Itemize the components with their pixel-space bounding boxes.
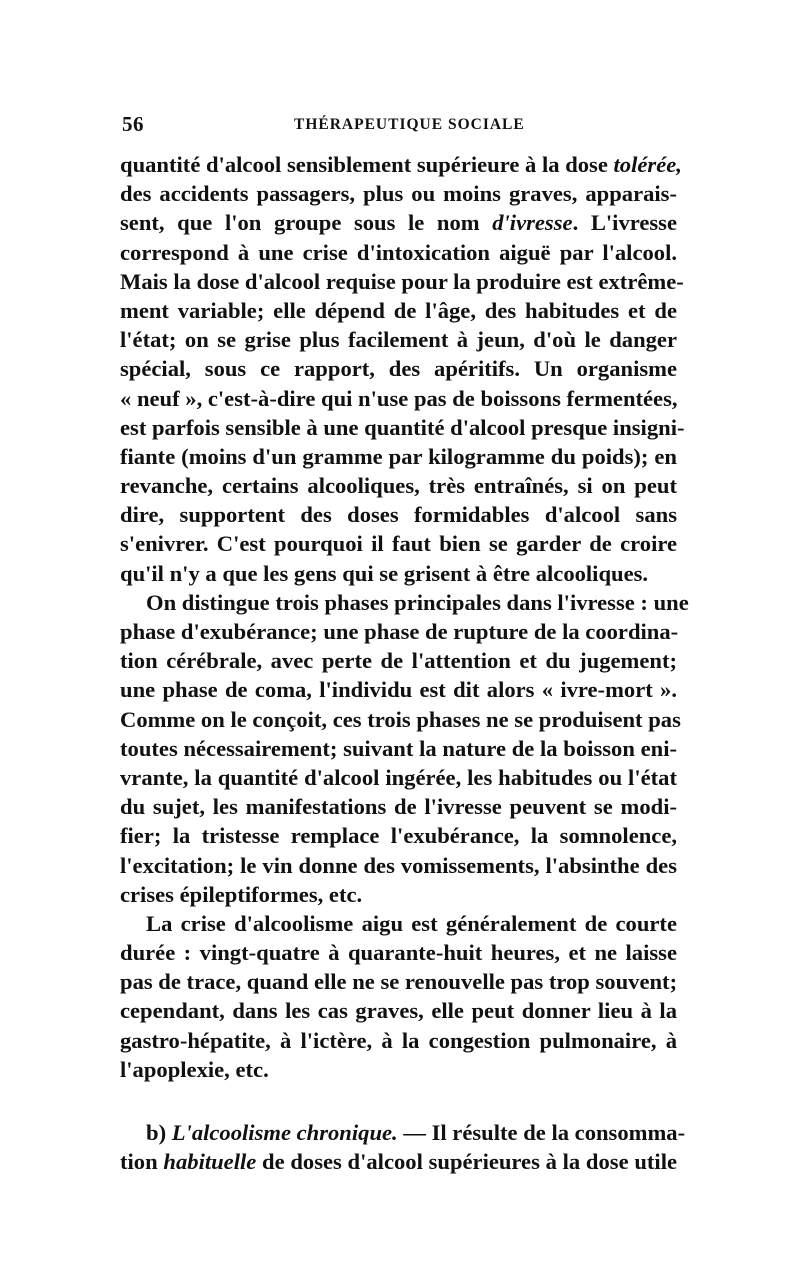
text-line: crises épileptiformes, etc.: [120, 881, 363, 907]
text-line: cependant, dans les cas graves, elle peut donner lieu à la: [120, 998, 677, 1024]
paragraph-2: [120, 588, 689, 909]
section-label: b): [146, 1120, 167, 1145]
text-fragment: de doses d'alcool supérieures à la dose utile: [262, 1149, 677, 1175]
text-fragment: tion: [120, 1149, 158, 1175]
text-line: du sujet, les manifestations de l'ivresse peuvent se modi-: [120, 794, 677, 820]
text-line: dire, supportent des doses formidables d'alcool sans: [120, 502, 677, 528]
text-line: l'apoplexie, etc.: [120, 1056, 269, 1082]
text-line: [120, 1147, 677, 1176]
text-line: spécial, sous ce rapport, des apéritifs. Un organisme: [120, 356, 677, 382]
text-line: quantité d'alcool sensiblement supérieure à la dose tolérée,: [120, 152, 682, 177]
paragraph-3: [120, 909, 677, 1084]
text-line: qu'il n'y a que les gens qui se grisent à être alcooliques.: [120, 560, 649, 586]
text-line: s'enivrer. C'est pourquoi il faut bien se garder de croire: [120, 531, 677, 557]
text-line: pas de trace, quand elle ne se renouvelle pas trop souvent;: [120, 969, 678, 995]
italic-term: tolérée,: [613, 152, 682, 177]
text-line: des accidents passagers, plus ou moins graves, apparais-: [120, 181, 677, 207]
text-line: revanche, certains alcooliques, très entraînés, si on peut: [120, 473, 677, 499]
text-line: est parfois sensible à une quantité d'alcool presque insigni-: [120, 414, 685, 440]
section-gap: [120, 1084, 677, 1118]
text-line: gastro-hépatite, à l'ictère, à la congestion pulmonaire, à: [120, 1027, 677, 1053]
section-b: [120, 1118, 686, 1176]
page-number: 56: [122, 112, 144, 136]
text-line: l'excitation; le vin donne des vomissements, l'absinthe des: [120, 852, 677, 878]
page-header: [122, 112, 678, 142]
text-line: La crise d'alcoolisme aigu est généralement de courte: [146, 910, 677, 936]
italic-term: habituelle: [163, 1149, 257, 1175]
section-title: L'alcoolisme chronique.: [171, 1120, 398, 1145]
text-line: correspond à une crise d'intoxication aiguë par l'alcool.: [120, 239, 677, 265]
section-b-heading-line: [120, 1118, 686, 1147]
text-line: tion cérébrale, avec perte de l'attention et du jugement;: [120, 648, 677, 674]
text-line: vrante, la quantité d'alcool ingérée, les habitudes ou l'état: [120, 764, 677, 790]
text-line: durée : vingt-quatre à quarante-huit heures, et ne laisse: [120, 940, 677, 966]
section-text: — Il résulte de la consomma-: [403, 1120, 686, 1145]
body-text: [120, 150, 689, 1176]
paragraph-1: [120, 150, 685, 588]
text-line: toutes nécessairement; suivant la nature de la boisson eni-: [120, 735, 677, 761]
text-line: On distingue trois phases principales dans l'ivresse : une: [146, 589, 689, 615]
text-line: une phase de coma, l'individu est dit alors « ivre-mort ».: [120, 677, 677, 703]
text-line: fier; la tristesse remplace l'exubérance, la somnolence,: [120, 823, 677, 849]
running-title: THÉRAPEUTIQUE SOCIALE: [294, 116, 525, 133]
text-line: Mais la dose d'alcool requise pour la produire est extrême-: [120, 268, 684, 294]
text-line: ment variable; elle dépend de l'âge, des habitudes et de: [120, 297, 677, 323]
text-line: phase d'exubérance; une phase de rupture de la coordina-: [120, 619, 679, 644]
text-line: « neuf », c'est-à-dire qui n'use pas de boissons fermentées,: [120, 385, 678, 411]
text-line: Comme on le conçoit, ces trois phases ne se produisent pas: [120, 706, 681, 732]
text-line: fiante (moins d'un gramme par kilogramme du poids); en: [120, 443, 677, 469]
text-line: l'état; on se grise plus facilement à jeun, d'où le danger: [120, 327, 677, 353]
italic-term: d'ivresse: [492, 210, 573, 236]
text-line: sent, que l'on groupe sous le nom d'ivresse. L'ivresse: [120, 210, 678, 236]
